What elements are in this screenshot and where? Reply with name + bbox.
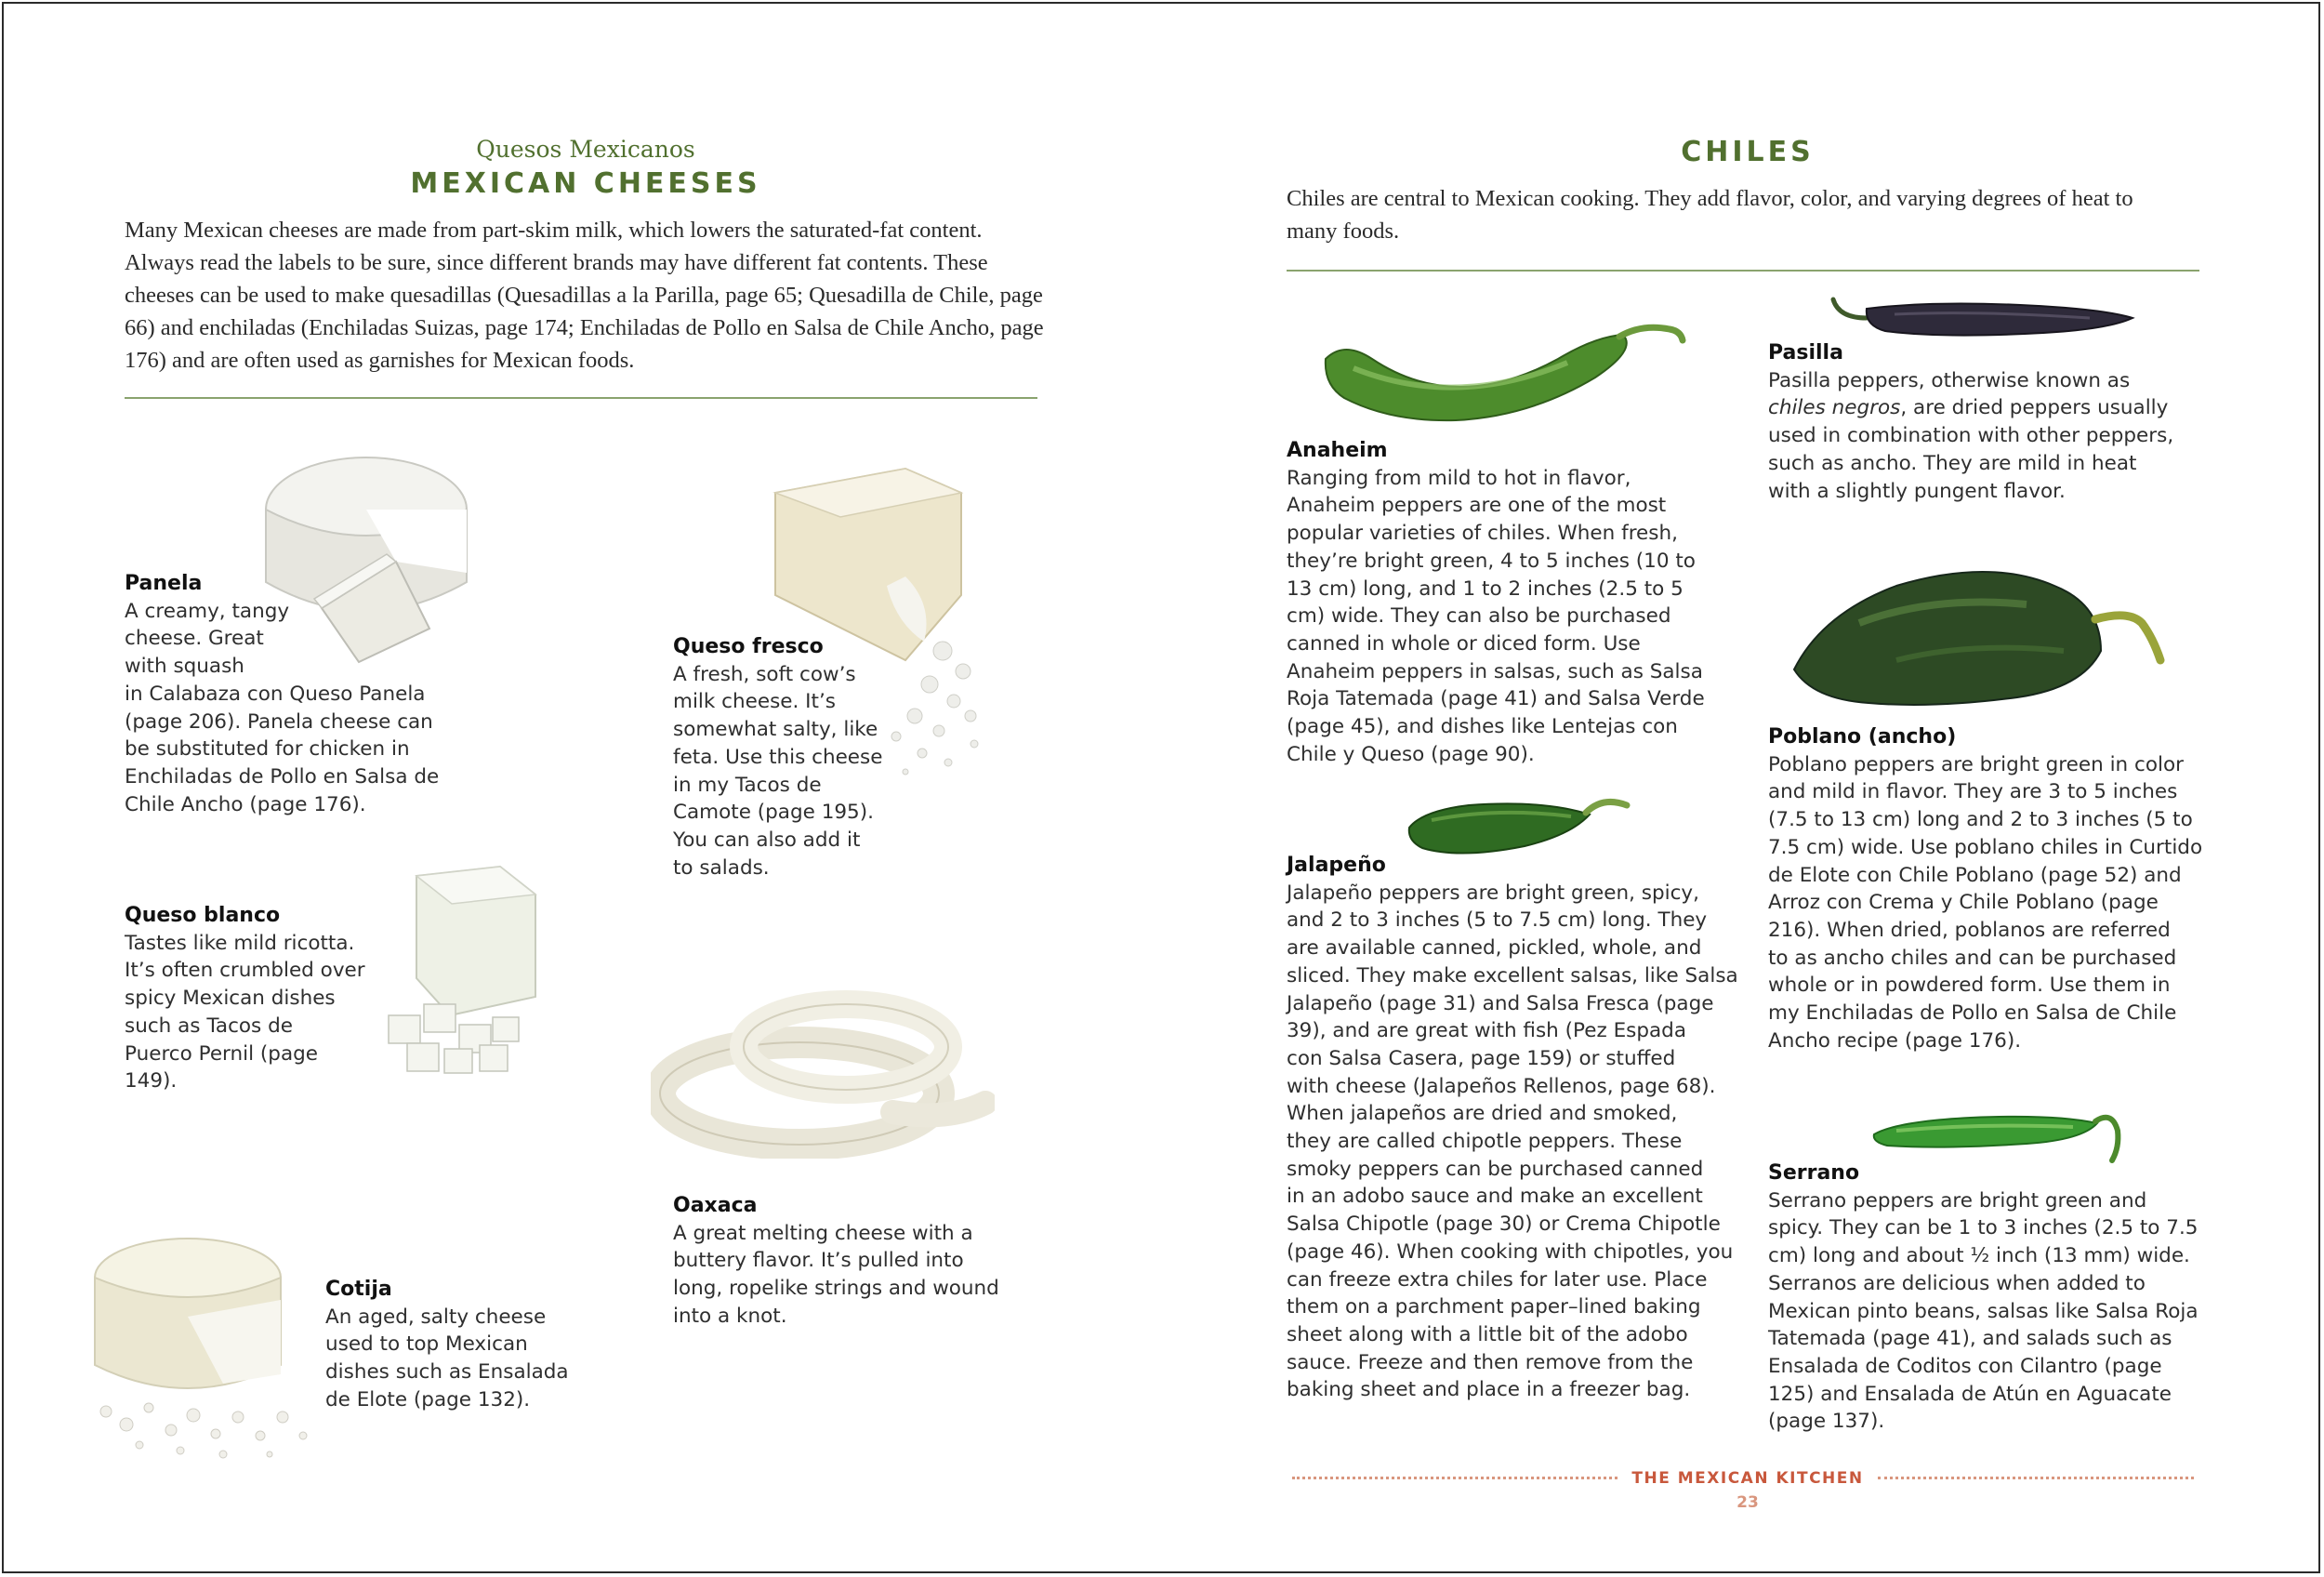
cheeses-divider bbox=[125, 397, 1037, 399]
queso-blanco-name: Queso blanco bbox=[125, 904, 281, 927]
oaxaca-cheese-illustration bbox=[651, 982, 995, 1159]
cheeses-intro: Many Mexican cheeses are made from part-skim milk, which lowers the saturated-fat content. Always read the labels to be sure, since different brands may have different fat contents. These cheeses can be used to make quesadillas (Quesadillas a la Parilla, page 65; Quesadilla de Chile, page 66) and enchiladas (Enchiladas Suizas, page 174; Enchiladas de Pollo en Salsa de Chile Ancho, page 176) and are often used as garnishes for Mexican foods. bbox=[125, 218, 1044, 373]
queso-blanco-entry bbox=[125, 902, 394, 1095]
footer-dotted-rule-left bbox=[1292, 1477, 1618, 1479]
poblano-name: Poblano (ancho) bbox=[1768, 725, 1957, 749]
queso-blanco-cheese-illustration bbox=[379, 857, 543, 1080]
queso-fresco-description: A fresh, soft cow’s milk cheese. It’s somewhat salty, like feta. Use this cheese in my Tacos de Camote (page 195). You can also add it to salads. bbox=[673, 662, 883, 880]
footer-book-title: THE MEXICAN KITCHEN bbox=[1631, 1469, 1864, 1488]
anaheim-entry bbox=[1287, 437, 1770, 768]
cotija-entry bbox=[325, 1276, 604, 1414]
jalapeno-description: Jalapeño peppers are bright green, spicy, and 2 to 3 inches (5 to 7.5 cm) long. They are available canned, pickled, whole, and sliced. They make excellent salsas, like Salsa Jalapeño (page 31) and Salsa Fresca (page 39), and are great with fish (Pez Espada con Salsa Casera, page 159) or stuffed with cheese (Jalapeños Rellenos, page 68). When jalapeños are dried and smoked, they are called chipotle peppers. These smoky peppers can be purchased canned in an adobo sauce and make an excellent Salsa Chipotle (page 30) or Crema Chipotle (page 46). When cooking with chipotles, you can freeze extra chiles for later use. Place them on a parchment paper–lined baking sheet along with a little bit of the adobo sauce. Freeze and then remove from the baking sheet and place in a freezer bag. bbox=[1287, 881, 1738, 1402]
queso-blanco-description: Tastes like mild ricotta. It’s often crumbled over spicy Mexican dishes such as Tacos de Puerco Pernil (page 149). bbox=[125, 931, 365, 1093]
cotija-description: An aged, salty cheese used to top Mexican dishes such as Ensalada de Elote (page 132). bbox=[325, 1305, 569, 1411]
oaxaca-name: Oaxaca bbox=[673, 1194, 758, 1217]
pasilla-entry bbox=[1768, 339, 2251, 505]
cheeses-subtitle: Quesos Mexicanos bbox=[476, 136, 695, 163]
oaxaca-description: A great melting cheese with a buttery flavor. It’s pulled into long, ropelike strings and wound into a knot. bbox=[673, 1221, 999, 1328]
cotija-cheese-illustration bbox=[84, 1226, 325, 1467]
queso-fresco-name: Queso fresco bbox=[673, 635, 824, 658]
jalapeno-entry bbox=[1287, 852, 1770, 1404]
footer-dotted-rule-right bbox=[1878, 1477, 2194, 1479]
pasilla-description: Pasilla peppers, otherwise known as chiles negros, are dried peppers usually used in combination with other peppers, such as ancho. They are mild in heat with a slightly pungent flavor. bbox=[1768, 368, 2174, 503]
serrano-chile-illustration bbox=[1868, 1103, 2129, 1168]
pasilla-name: Pasilla bbox=[1768, 341, 1843, 364]
poblano-chile-illustration bbox=[1785, 558, 2166, 716]
chiles-title: CHILES bbox=[1681, 136, 1815, 168]
cheeses-title: MEXICAN CHEESES bbox=[410, 167, 761, 200]
oaxaca-entry bbox=[673, 1192, 1026, 1331]
anaheim-description: Ranging from mild to hot in flavor, Anaheim peppers are one of the most popular varieties of chiles. When fresh, they’re bright green, 4 to 5 inches (10 to 13 cm) long, and 1 to 2 inches (2.5 to 5 cm) wide. They can also be purchased canned in whole or diced form. Use Anaheim peppers in salsas, such as Salsa Roja Tatemada (page 41) and Salsa Verde (page 45), and dishes like Lentejas con Chile y Queso (page 90). bbox=[1287, 466, 1705, 766]
pasilla-chile-illustration bbox=[1829, 290, 2136, 346]
serrano-description: Serrano peppers are bright green and spicy. They can be 1 to 3 inches (2.5 to 7.5 cm) long and about ½ inch (13 mm) wide. Serranos are delicious when added to Mexican pinto beans, salsas like Salsa Roja Tatemada (page 41), and salads such as Ensalada de Coditos con Cilantro (page 125) and Ensalada de Atún en Aguacate (page 137). bbox=[1768, 1188, 2199, 1434]
chiles-intro: Chiles are central to Mexican cooking. They add flavor, color, and varying degrees of heat to many foods. bbox=[1287, 186, 2133, 244]
poblano-entry bbox=[1768, 723, 2251, 1054]
anaheim-name: Anaheim bbox=[1287, 439, 1388, 462]
serrano-entry bbox=[1768, 1160, 2251, 1436]
cotija-name: Cotija bbox=[325, 1278, 392, 1301]
jalapeno-name: Jalapeño bbox=[1287, 854, 1386, 877]
queso-fresco-entry bbox=[673, 633, 915, 881]
panela-name: Panela bbox=[125, 572, 203, 595]
panela-description: A creamy, tangy cheese. Great with squash in Calabaza con Queso Panela (page 206). Panela cheese can be substituted for chicken in Enchiladas de Pollo en Salsa de Chile Ancho (page 176). bbox=[125, 599, 440, 816]
chiles-divider bbox=[1287, 270, 2199, 272]
poblano-description: Poblano peppers are bright green in color and mild in flavor. They are 3 to 5 inches (7.5 to 13 cm) long and 2 to 3 inches (5 to 7.5 cm) wide. Use poblano chiles in Curtido de Elote con Chile Poblano (page 52) and Arroz con Crema y Chile Poblano (page 216). When dried, poblanos are referred to as ancho chiles and can be purchased whole or in powdered form. Use them in my Enchiladas de Pollo en Salsa de Chile Ancho recipe (page 176). bbox=[1768, 752, 2203, 1053]
anaheim-chile-illustration bbox=[1316, 312, 1688, 433]
page-number: 23 bbox=[1736, 1493, 1759, 1512]
panela-entry bbox=[125, 570, 478, 818]
serrano-name: Serrano bbox=[1768, 1161, 1860, 1185]
